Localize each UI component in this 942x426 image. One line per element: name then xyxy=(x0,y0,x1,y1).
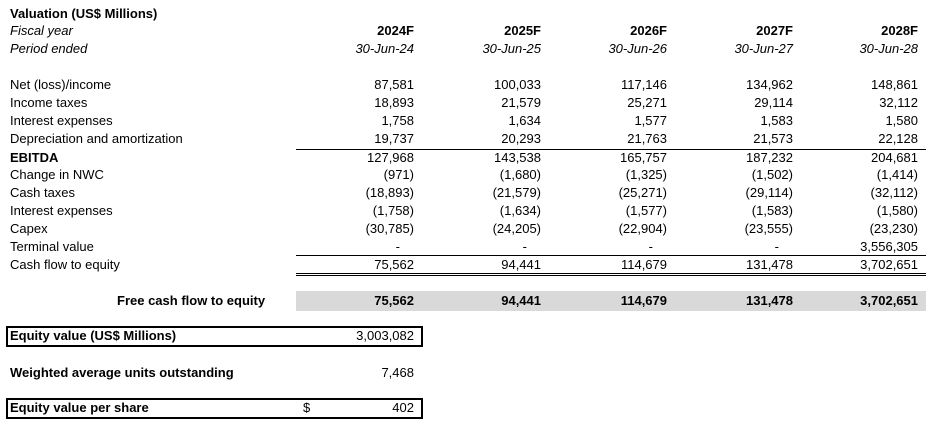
cell-value: 1,634 xyxy=(508,113,541,128)
cell-value: (23,555) xyxy=(744,221,793,236)
period-date: 30-Jun-26 xyxy=(608,41,667,56)
equity-value: 3,003,082 xyxy=(356,328,414,343)
cell-value: (1,583) xyxy=(751,203,793,218)
cell-value: 94,441 xyxy=(501,257,541,272)
cell-value: 117,146 xyxy=(620,77,667,92)
cell-value: (1,758) xyxy=(372,203,414,218)
fcf-value: 114,679 xyxy=(620,293,667,308)
row-label: Depreciation and amortization xyxy=(10,131,183,146)
equity-value-label: Equity value (US$ Millions) xyxy=(10,328,177,343)
cell-value: 1,580 xyxy=(885,113,918,128)
period-ended-label: Period ended xyxy=(10,41,88,56)
cell-value: 18,893 xyxy=(374,95,414,110)
period-date: 30-Jun-24 xyxy=(355,41,414,56)
cell-value: 19,737 xyxy=(374,131,414,146)
cell-value: 21,579 xyxy=(501,95,541,110)
cell-value: 114,679 xyxy=(620,257,667,272)
row-label: Net (loss)/income xyxy=(10,77,112,92)
cell-value: 21,763 xyxy=(627,131,667,146)
row-label: Cash taxes xyxy=(10,185,76,200)
row-label: EBITDA xyxy=(10,150,59,165)
cell-value: (1,325) xyxy=(625,167,667,182)
cell-value: 20,293 xyxy=(501,131,541,146)
fiscal-year-label: Fiscal year xyxy=(10,23,73,38)
cell-value: (30,785) xyxy=(365,221,414,236)
period-date: 30-Jun-28 xyxy=(859,41,918,56)
row-label: Interest expenses xyxy=(10,113,113,128)
cell-value: (22,904) xyxy=(618,221,667,236)
cell-value: 32,112 xyxy=(879,95,918,110)
fcf-value: 94,441 xyxy=(501,293,541,308)
cell-value: 29,114 xyxy=(754,95,793,110)
cell-value: (32,112) xyxy=(870,185,918,200)
fcf-value: 75,562 xyxy=(374,293,414,308)
cell-value: 3,702,651 xyxy=(860,257,918,272)
cell-value: - xyxy=(648,239,653,254)
cell-value: (24,205) xyxy=(492,221,541,236)
cell-value: (1,577) xyxy=(625,203,667,218)
row-label: Income taxes xyxy=(10,95,88,110)
cell-value: (1,502) xyxy=(751,167,793,182)
cell-value: - xyxy=(395,239,400,254)
period-date: 30-Jun-25 xyxy=(482,41,541,56)
row-label: Cash flow to equity xyxy=(10,257,120,272)
cell-value: (1,580) xyxy=(876,203,918,218)
year-header: 2027F xyxy=(756,23,793,38)
fcf-value: 131,478 xyxy=(746,293,793,308)
cell-value: - xyxy=(522,239,527,254)
cell-value: (1,414) xyxy=(876,167,918,182)
fcf-label: Free cash flow to equity xyxy=(117,293,266,308)
per-share-label: Equity value per share xyxy=(10,400,149,415)
cell-value: 131,478 xyxy=(746,257,793,272)
per-share-value: 402 xyxy=(392,400,414,415)
year-header: 2025F xyxy=(504,23,541,38)
cell-value: 75,562 xyxy=(374,257,414,272)
cell-value: 127,968 xyxy=(367,150,414,165)
cell-value: (23,230) xyxy=(869,221,918,236)
cell-value: 1,758 xyxy=(381,113,414,128)
currency-symbol: $ xyxy=(303,400,311,415)
cell-value: 143,538 xyxy=(494,150,541,165)
total-rule xyxy=(296,275,926,276)
cell-value: (25,271) xyxy=(618,185,667,200)
fcf-value: 3,702,651 xyxy=(860,293,918,308)
row-label: Interest expenses xyxy=(10,203,113,218)
row-label: Change in NWC xyxy=(10,167,104,182)
cell-value: (1,680) xyxy=(499,167,541,182)
subtotal-rule xyxy=(296,255,926,256)
cell-value: (29,114) xyxy=(745,185,793,200)
cell-value: 204,681 xyxy=(871,150,918,165)
cell-value: 165,757 xyxy=(620,150,667,165)
year-header: 2028F xyxy=(881,23,918,38)
cell-value: - xyxy=(774,239,779,254)
sheet-title: Valuation (US$ Millions) xyxy=(10,6,158,21)
cell-value: 134,962 xyxy=(746,77,793,92)
period-date: 30-Jun-27 xyxy=(734,41,793,56)
cell-value: 25,271 xyxy=(627,95,667,110)
cell-value: 148,861 xyxy=(871,77,918,92)
cell-value: (971) xyxy=(383,167,414,182)
row-label: Terminal value xyxy=(10,239,94,254)
year-header: 2026F xyxy=(630,23,667,38)
cell-value: 100,033 xyxy=(494,77,541,92)
cell-value: 1,583 xyxy=(760,113,793,128)
year-header: 2024F xyxy=(377,23,414,38)
units-outstanding-label: Weighted average units outstanding xyxy=(10,365,234,380)
cell-value: 3,556,305 xyxy=(860,239,918,254)
cell-value: (21,579) xyxy=(492,185,541,200)
units-outstanding-value: 7,468 xyxy=(381,365,414,380)
cell-value: 22,128 xyxy=(878,131,918,146)
cell-value: (18,893) xyxy=(365,185,414,200)
row-label: Capex xyxy=(10,221,48,236)
cell-value: (1,634) xyxy=(499,203,541,218)
cell-value: 87,581 xyxy=(374,77,414,92)
cell-value: 187,232 xyxy=(746,150,793,165)
cell-value: 1,577 xyxy=(634,113,667,128)
total-rule xyxy=(296,273,926,274)
cell-value: 21,573 xyxy=(753,131,793,146)
